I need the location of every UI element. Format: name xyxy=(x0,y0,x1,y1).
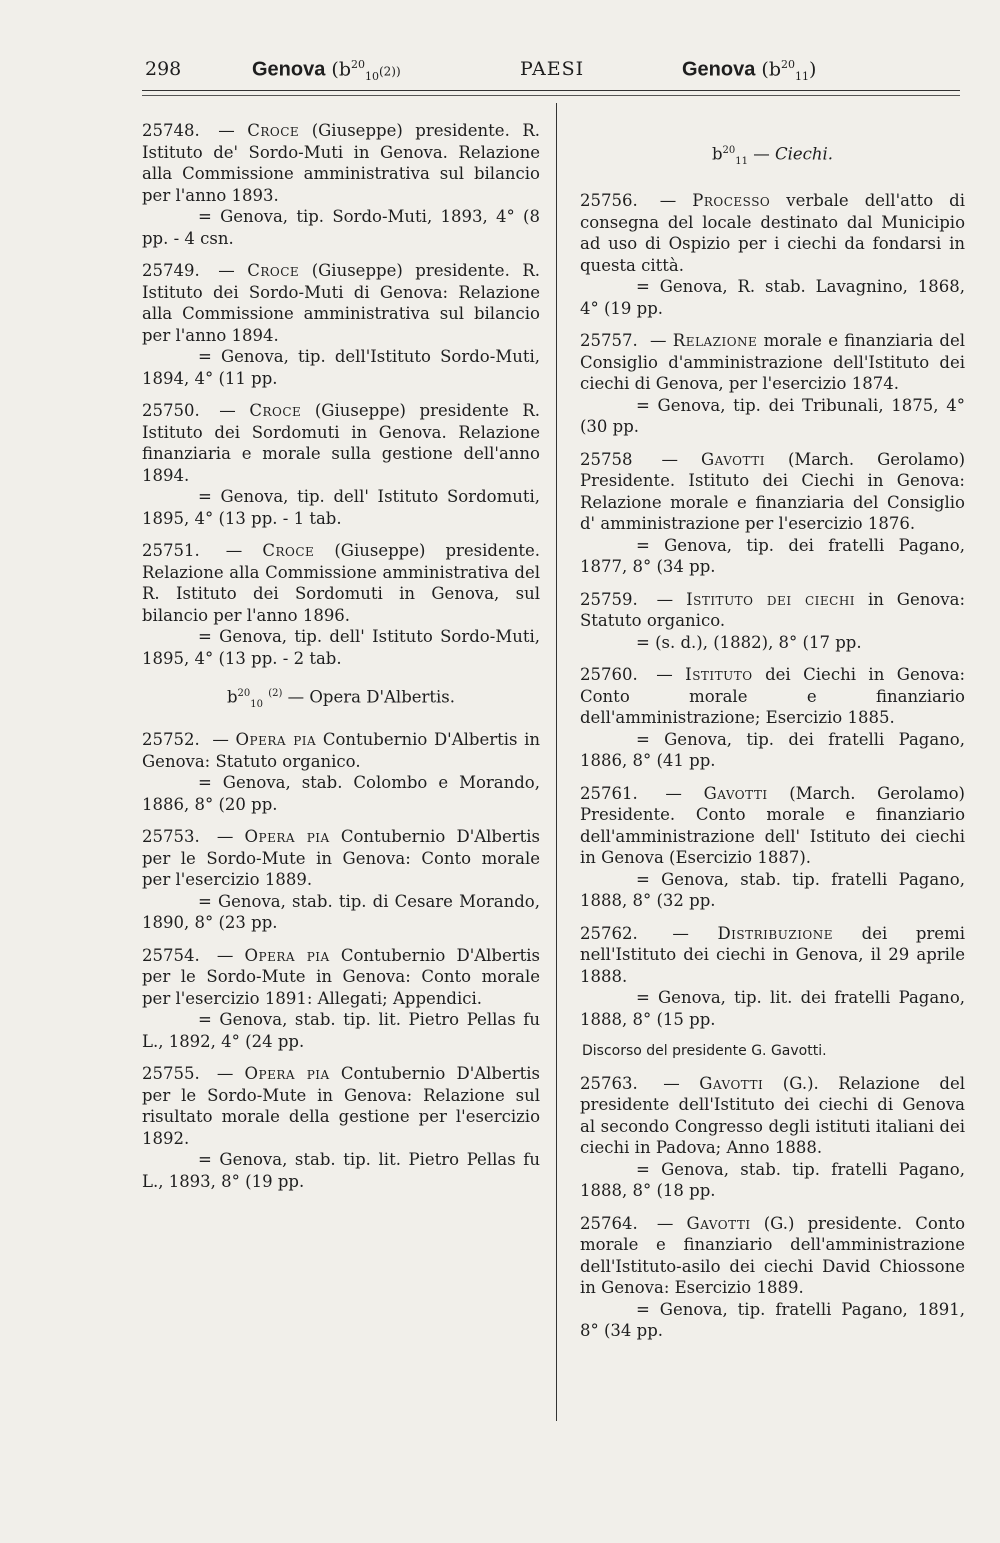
entry-dash: — xyxy=(659,191,677,211)
header-rule xyxy=(142,90,960,91)
entry-title: (G.) presidente. Conto morale e finanziario dell'amministrazione dell'Istituto-asilo dei ciechi David Chiossone in Genova: Esercizio 1889. xyxy=(580,1213,966,1298)
entry-text xyxy=(580,589,965,632)
entry-imprint: = (s. d.), (1882), 8° (17 pp. xyxy=(636,632,862,652)
entry-number: 25753. xyxy=(142,827,200,847)
entry-dash: — xyxy=(216,945,234,965)
left-entries-a xyxy=(142,120,540,669)
entry-text xyxy=(580,190,965,276)
entry-author: Croce xyxy=(247,121,300,140)
entry-number: 25751. xyxy=(142,541,200,560)
entry-author: Distribuzione xyxy=(717,923,834,943)
entry-author: Gavotti xyxy=(700,449,765,469)
page-number: 298 xyxy=(145,58,182,80)
entry-author: Opera pia xyxy=(244,1064,330,1084)
entry-imprint: = Genova, tip. dell'Istituto Sordo-Muti, 1894, 4° (11 pp. xyxy=(142,347,540,388)
entry-imprint: = Genova, R. stab. Lavagnino, 1868, 4° (19 pp. xyxy=(580,277,965,318)
entry-text xyxy=(580,330,965,395)
column-divider xyxy=(556,103,557,1421)
catalog-entry xyxy=(580,923,965,1031)
entry-title: dei Ciechi in Genova: Conto morale e finanziario dell'amministrazione; Esercizio 1885. xyxy=(580,665,966,728)
entry-dash: — xyxy=(663,1073,680,1093)
entry-author: Opera pia xyxy=(244,945,330,965)
entry-title: (Giuseppe) presidente. Relazione alla Commissione amministrativa del R. Istituto dei Sordomuti in Genova, sul bilancio per l'anno 1896. xyxy=(142,541,540,625)
entry-author: Croce xyxy=(247,261,300,280)
entry-author: Opera pia xyxy=(244,827,330,847)
entry-text xyxy=(142,540,540,626)
entry-text xyxy=(142,260,540,346)
entry-imprint: = Genova, tip. dei fratelli Pagano, 1886, 8° (41 pp. xyxy=(580,729,965,771)
entry-dash: — xyxy=(656,1213,674,1233)
entry-number: 25748. xyxy=(142,121,200,140)
entry-number: 25760. xyxy=(580,665,638,685)
entry-title: Contubernio D'Albertis per le Sordo-Mute in Genova: Conto morale per l'esercizio 1889. xyxy=(142,827,541,890)
catalog-entry xyxy=(580,190,965,319)
entry-text xyxy=(580,664,965,729)
entry-imprint: = Genova, tip. dei fratelli Pagano, 1877, 8° (34 pp. xyxy=(580,535,965,577)
entry-imprint: = Genova, tip. dell' Istituto Sordomuti, 1895, 4° (13 pp. - 1 tab. xyxy=(142,487,540,528)
entry-number: 25749. xyxy=(142,261,200,280)
entry-text xyxy=(142,120,540,206)
entry-title: dei premi nell'Istituto dei ciechi in Genova, il 29 aprile 1888. xyxy=(580,923,965,986)
entry-author: Processo xyxy=(692,191,771,211)
right-column xyxy=(580,120,965,1353)
entry-dash: — xyxy=(225,541,243,560)
header-rule-thin xyxy=(142,95,960,96)
section-heading-ciechi: $b^{20}_{11}$ — Ciechi. xyxy=(711,144,834,167)
entry-imprint: = Genova, tip. Sordo-Muti, 1893, 4° (8 pp. - 4 csn. xyxy=(142,207,540,248)
entry-dash: — xyxy=(656,589,674,609)
entry-text xyxy=(142,400,540,486)
entry-dash: — xyxy=(216,1064,234,1084)
entry-title: (Giuseppe) presidente R. Istituto dei Sordomuti in Genova. Relazione finanziaria e morale sulla gestione dell'anno 1894. xyxy=(142,401,541,485)
entry-dash: — xyxy=(219,401,236,420)
entry-title: morale e finanziaria del Consiglio d'amministrazione dell'Istituto dei ciechi di Genova, per l'esercizio 1874. xyxy=(580,331,966,394)
entry-number: 25763. xyxy=(580,1073,638,1093)
catalog-entry xyxy=(142,540,540,669)
entry-imprint: = Genova, tip. lit. dei fratelli Pagano, 1888, 8° (15 pp. xyxy=(580,988,965,1029)
entry-author: Istituto dei ciechi xyxy=(686,589,856,609)
catalog-entry xyxy=(580,330,965,438)
entry-title: (March. Gerolamo) Presidente. Istituto dei Ciechi in Genova: Relazione morale e finanziaria del Consiglio d' amministrazione per l'esercizio 1876. xyxy=(580,449,966,534)
entry-number: 25762. xyxy=(580,923,638,943)
entry-title: Contubernio D'Albertis in Genova: Statuto organico. xyxy=(142,730,541,771)
entry-author: Relazione xyxy=(672,331,758,351)
entry-imprint: = Genova, tip. fratelli Pagano, 1891, 8° (34 pp. xyxy=(580,1299,965,1341)
entry-number: 25756. xyxy=(580,191,638,211)
entry-dash: — xyxy=(656,665,673,685)
entry-text xyxy=(580,1213,965,1299)
entry-author: Istituto xyxy=(685,665,753,685)
entry-dash: — xyxy=(216,827,234,847)
entry-number: 25750. xyxy=(142,401,200,420)
entry-title: Contubernio D'Albertis per le Sordo-Mute in Genova: Relazione sul risultato morale della gestione per l'esercizio 1892. xyxy=(142,1064,541,1148)
catalog-entry xyxy=(142,120,540,249)
catalog-entry xyxy=(580,449,965,578)
left-column xyxy=(142,120,540,1203)
section-heading-opera-dalbertis: $b^{20}_{10}$ $^{(2)}$ — Opera D'Albertis. xyxy=(226,687,456,710)
catalog-entry xyxy=(142,1063,540,1192)
right-entries-a xyxy=(580,190,965,1030)
entry-dash: — xyxy=(661,449,678,469)
entry-number: 25752. xyxy=(142,730,200,750)
entry-text xyxy=(580,783,965,869)
left-running-head: Genova $(b^{20}_{10}(2))$ xyxy=(252,58,401,84)
catalog-entry xyxy=(142,400,540,529)
entry-imprint: = Genova, stab. tip. fratelli Pagano, 1888, 8° (32 pp. xyxy=(580,869,965,911)
entry-text xyxy=(142,945,540,1010)
entry-imprint: = Genova, stab. tip. fratelli Pagano, 1888, 8° (18 pp. xyxy=(580,1159,965,1201)
entry-title: (March. Gerolamo) Presidente. Conto morale e finanziario dell'amministrazione dell' Istituto dei ciechi in Genova (Esercizio 1887). xyxy=(580,783,965,868)
entry-author: Croce xyxy=(249,401,302,420)
left-entries-b xyxy=(142,729,540,1192)
entry-imprint: = Genova, stab. tip. lit. Pietro Pellas fu L., 1893, 8° (19 pp. xyxy=(142,1150,540,1191)
entry-title: (G.). Relazione del presidente dell'Istituto dei ciechi di Genova al secondo Congresso degli istituti italiani dei ciechi in Padova; Anno 1888. xyxy=(580,1073,965,1158)
catalog-entry xyxy=(142,945,540,1053)
entry-title: (Giuseppe) presidente. R. Istituto dei Sordo-Muti di Genova: Relazione alla Commissione amministrativa sul bilancio per l'anno 1894. xyxy=(142,261,540,345)
catalog-entry xyxy=(580,1073,965,1202)
entry-text xyxy=(580,923,965,988)
entry-title: (Giuseppe) presidente. R. Istituto de' Sordo-Muti in Genova. Relazione alla Commissione amministrativa sul bilancio per l'anno 1893. xyxy=(142,121,540,205)
entry-dash: — xyxy=(212,730,229,750)
entry-title: in Genova: Statuto organico. xyxy=(580,589,966,631)
entry-imprint: = Genova, stab. tip. lit. Pietro Pellas fu L., 1892, 4° (24 pp. xyxy=(142,1010,540,1051)
note-discorso: Discorso del presidente G. Gavotti. xyxy=(582,1043,827,1060)
entry-number: 25754. xyxy=(142,945,200,965)
section-running-head: PAESI xyxy=(520,58,585,80)
entry-text xyxy=(142,729,540,772)
entry-dash: — xyxy=(650,331,667,351)
entry-author: Gavotti xyxy=(703,783,768,803)
entry-text xyxy=(142,1063,540,1149)
entry-author: Gavotti xyxy=(686,1213,751,1233)
catalog-entry xyxy=(142,260,540,389)
entry-author: Croce xyxy=(262,541,315,560)
entry-dash: — xyxy=(218,261,235,280)
entry-number: 25758 xyxy=(580,449,633,469)
entry-text xyxy=(580,1073,965,1159)
right-running-head: Genova $(b^{20}_{11})$ xyxy=(682,58,817,84)
entry-imprint: = Genova, stab. tip. di Cesare Morando, 1890, 8° (23 pp. xyxy=(142,891,540,933)
entry-text xyxy=(142,826,540,891)
entry-imprint: = Genova, tip. dell' Istituto Sordo-Muti, 1895, 4° (13 pp. - 2 tab. xyxy=(142,627,540,668)
entry-imprint: = Genova, stab. Colombo e Morando, 1886, 8° (20 pp. xyxy=(142,773,540,814)
catalog-entry xyxy=(580,589,965,654)
entry-number: 25759. xyxy=(580,589,638,609)
entry-number: 25764. xyxy=(580,1213,638,1233)
entry-author: Opera pia xyxy=(235,730,317,750)
entry-imprint: = Genova, tip. dei Tribunali, 1875, 4° (30 pp. xyxy=(580,395,965,437)
entry-text xyxy=(580,449,965,535)
catalog-entry xyxy=(142,729,540,815)
entry-author: Gavotti xyxy=(699,1073,764,1093)
catalog-entry xyxy=(580,783,965,912)
entry-title: Contubernio D'Albertis per le Sordo-Mute in Genova: Conto morale per l'esercizio 1891: Allegati; Appendici. xyxy=(142,945,541,1008)
entry-number: 25755. xyxy=(142,1064,200,1084)
entry-number: 25757. xyxy=(580,331,638,351)
entry-number: 25761. xyxy=(580,783,638,803)
page-header xyxy=(0,58,1000,90)
catalog-entry xyxy=(580,1213,965,1342)
entry-dash: — xyxy=(672,923,689,943)
entry-dash: — xyxy=(665,783,682,803)
entry-title: verbale dell'atto di consegna del locale destinato dal Municipio ad uso di Ospizio per i ciechi da fondarsi in questa città. xyxy=(580,191,965,275)
right-entries-b xyxy=(580,1073,965,1342)
catalog-entry xyxy=(580,664,965,772)
catalog-entry xyxy=(142,826,540,934)
entry-dash: — xyxy=(218,121,235,140)
